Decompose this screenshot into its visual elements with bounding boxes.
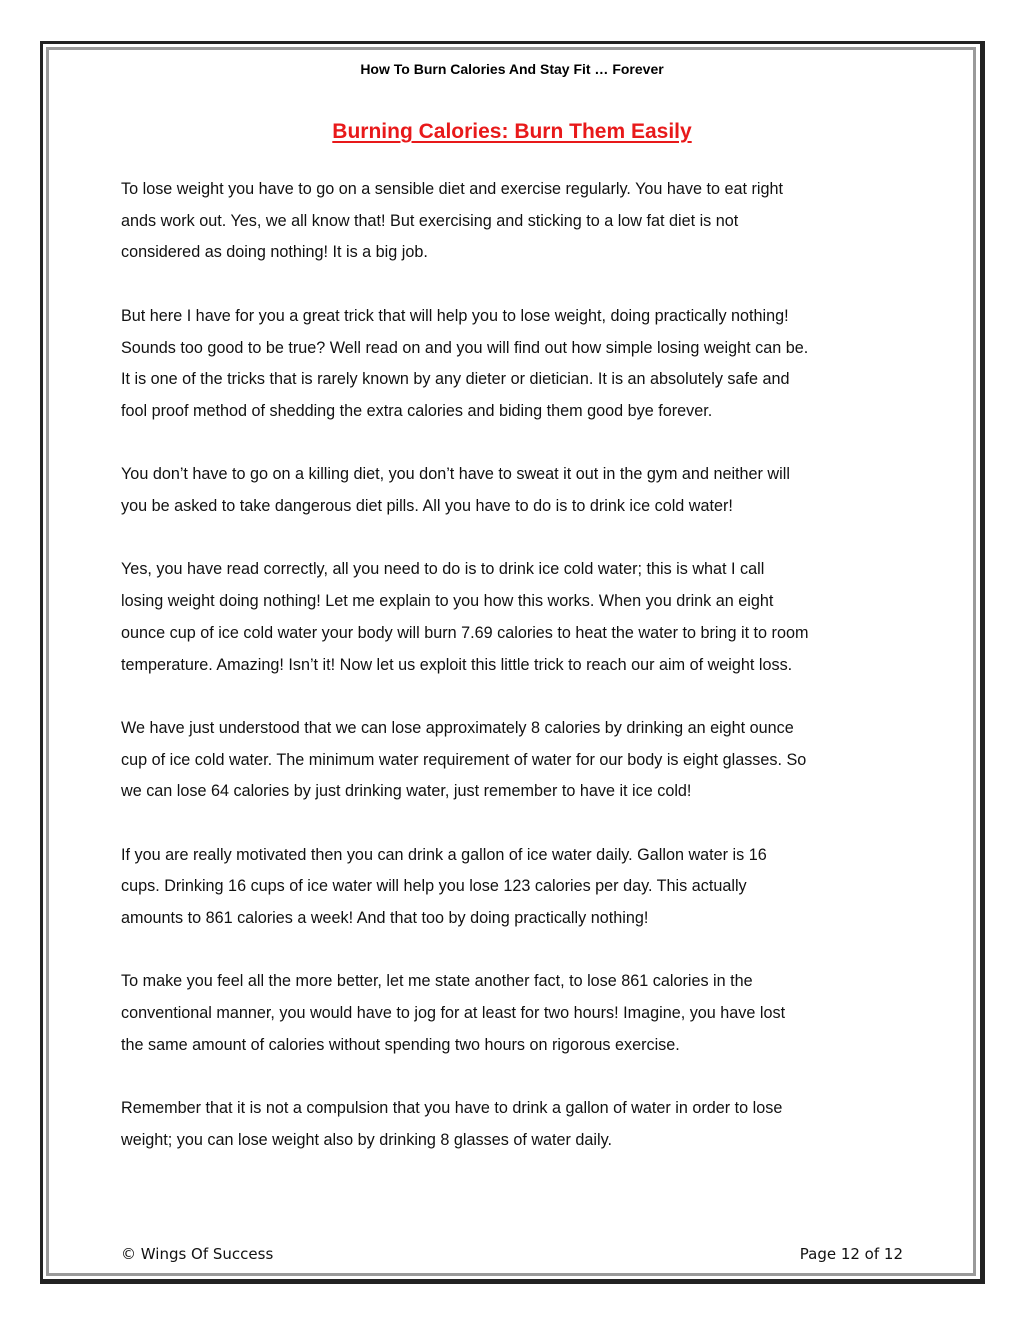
text-line: Remember that it is not a compulsion that you have to drink a gallon of water in order to lose: [121, 1099, 783, 1118]
text-line: ands work out. Yes, we all know that! But exercising and sticking to a low fat diet is not: [121, 211, 739, 230]
text-line: Yes, you have read correctly, all you need to do is to drink ice cold water; this is what I call: [121, 560, 765, 579]
text-line: cups. Drinking 16 cups of ice water will help you lose 123 calories per day. This actually: [121, 877, 747, 896]
paragraph: [121, 1093, 921, 1156]
text-line: the same amount of calories without spending two hours on rigorous exercise.: [121, 1035, 680, 1054]
text-line: To lose weight you have to go on a sensible diet and exercise regularly. You have to eat right: [121, 180, 784, 198]
text-line: But here I have for you a great trick that will help you to lose weight, doing practically nothing!: [121, 306, 789, 325]
text-line: temperature. Amazing! Isn’t it! Now let us exploit this little trick to reach our aim of weight loss.: [121, 655, 793, 674]
paragraph: [121, 713, 921, 808]
article-title: Burning Calories: Burn Them Easily: [332, 120, 692, 143]
text-line: you be asked to take dangerous diet pills. All you have to do is to drink ice cold water!: [121, 497, 733, 515]
text-line: fool proof method of shedding the extra calories and biding them good bye forever.: [121, 401, 713, 420]
text-line: If you are really motivated then you can drink a gallon of ice water daily. Gallon water is 16: [121, 845, 767, 864]
paragraph: [121, 966, 921, 1061]
paragraph: [121, 174, 921, 269]
copyright-notice: © Wings Of Success: [121, 1245, 274, 1263]
text-line: cup of ice cold water. The minimum water requirement of water for our body is eight glasses. So: [121, 750, 807, 769]
text-line: Sounds too good to be true? Well read on and you will find out how simple losing weight can be.: [121, 338, 809, 357]
text-line: losing weight doing nothing! Let me explain to you how this works. When you drink an eight: [121, 592, 774, 611]
text-line: amounts to 861 calories a week! And that too by doing practically nothing!: [121, 909, 649, 928]
text-line: considered as doing nothing! It is a big job.: [121, 243, 428, 262]
text-line: conventional manner, you would have to jog for at least for two hours! Imagine, you have lost: [121, 1004, 786, 1023]
text-line: we can lose 64 calories by just drinking water, just remember to have it ice cold!: [121, 782, 692, 801]
text-line: You don’t have to go on a killing diet, you don’t have to sweat it out in the gym and neither will: [121, 465, 790, 484]
paragraph: [121, 301, 921, 428]
article-body: [121, 174, 921, 1188]
text-line: To make you feel all the more better, let me state another fact, to lose 861 calories in the: [121, 972, 753, 991]
text-line: It is one of the tricks that is rarely known by any dieter or dietician. It is an absolutely safe and: [121, 370, 790, 389]
paragraph: [121, 459, 921, 522]
text-line: We have just understood that we can lose approximately 8 calories by drinking an eight ounce: [121, 718, 794, 737]
paragraph: [121, 840, 921, 935]
paragraph: [121, 554, 921, 681]
text-line: ounce cup of ice cold water your body will burn 7.69 calories to heat the water to bring it to room: [121, 623, 809, 642]
running-header: How To Burn Calories And Stay Fit … Forever: [360, 61, 664, 77]
page-number: Page 12 of 12: [799, 1245, 903, 1263]
text-line: weight; you can lose weight also by drinking 8 glasses of water daily.: [121, 1130, 612, 1149]
